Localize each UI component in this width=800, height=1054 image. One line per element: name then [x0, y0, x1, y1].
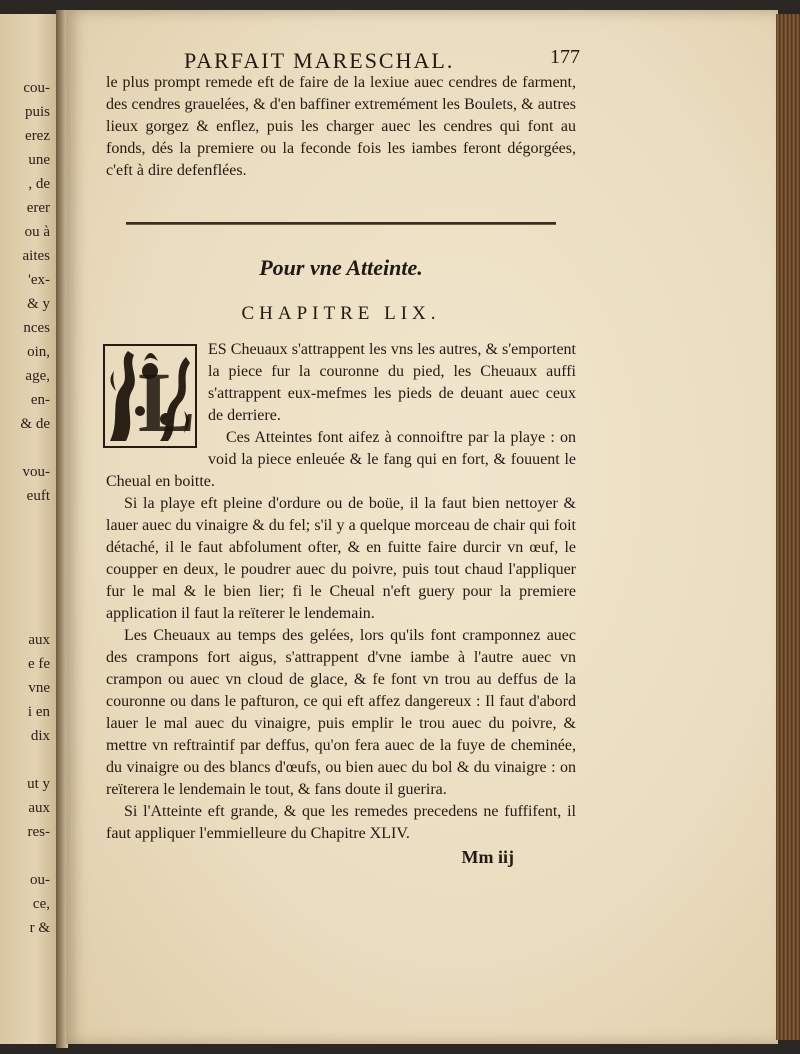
facing-page-line: euft	[26, 488, 50, 504]
facing-page-line: une	[28, 152, 50, 168]
facing-page-line: vne	[28, 680, 50, 696]
facing-page-line: res-	[27, 824, 50, 840]
chapter-heading: CHAPITRE LIX.	[241, 303, 441, 324]
facing-page-line: oin,	[27, 344, 50, 360]
facing-page-line: nces	[23, 320, 50, 336]
facing-page-line	[0, 580, 50, 604]
facing-page-line: cou-	[23, 80, 50, 96]
facing-page-line: erer	[26, 200, 50, 216]
paragraph: ES Cheuaux s'attrappent les vns les autres, & s'emportent la piece fur la couronne du pied, les Cheuaux auffi s'attrappent eux-mefmes les pieds de deuant auec ceux de derriere.	[208, 341, 576, 424]
facing-page-line	[0, 604, 50, 628]
facing-page-line: r &	[29, 920, 50, 936]
facing-page-line	[0, 508, 50, 532]
facing-page-line: aux	[28, 800, 50, 816]
running-head-title: PARFAIT MARESCHAL.	[184, 48, 455, 73]
facing-page-line: & de	[20, 416, 50, 432]
signature-mark: Mm iij	[461, 847, 514, 867]
facing-page-line: dix	[30, 728, 50, 744]
section-divider	[126, 222, 556, 225]
facing-page-line: aites	[22, 248, 50, 264]
facing-page-line: i en	[27, 704, 50, 720]
facing-page-line: & y	[27, 296, 50, 312]
paragraph: Ces Atteintes font aifez à connoiftre par la playe : on void la piece enleuée & le fang qui en fort, & fouuent le Cheual en boitte.	[106, 429, 576, 490]
facing-page-line: ou à	[24, 224, 50, 240]
facing-page-line: 'ex-	[28, 272, 50, 288]
facing-page-line	[0, 556, 50, 580]
facing-page-line	[0, 532, 50, 556]
paragraph: Les Cheuaux au temps des gelées, lors qu'ils font cramponnez auec des crampons fort aigus, s'attrappent d'vne iambe à l'autre auec vn crampon ou auec vn cloud de glace, & fe font vn trou au deffus de la couronne ou dans le pafturon, ce qui eft affez dangereux : Il faut d'abord lauer le mal auec du vinaigre, puis emplir le trou auec du poivre, & mettre vn reftraintif par deffus, qu'on fera auec de la fuye de cheminée, du vinaigre ou des blancs d'œufs, ou bien auec du bol & du vinaigre : on reïterera le lendemain le tout, & fans doute il guerira.	[106, 627, 576, 798]
ornamental-initial	[100, 341, 200, 451]
facing-page-line: ut y	[27, 776, 50, 792]
paragraph: Si l'Atteinte eft grande, & que les remedes precedens ne fuffifent, il faut appliquer l'emmielleure du Chapitre XLIV.	[106, 803, 576, 842]
drop-cap-letter: L	[138, 354, 196, 450]
page-edges	[776, 14, 800, 1040]
facing-page-line	[0, 436, 50, 460]
facing-page-line: ou-	[30, 872, 50, 888]
facing-page-line: ce,	[32, 896, 50, 912]
paragraph: Si la playe eft pleine d'ordure ou de boüe, il la faut bien nettoyer & lauer auec du vinaigre & du fel; s'il y a quelque morceau de chair qui foit détaché, il le faut abfolument ofter, & en fuitte faire durcir vn œuf, le coupper en deux, le poudrer auec du poivre, puis tout chaud l'appliquer fur le mal & le bien lier; fi le Cheual n'eft guery pour la premiere application il faut la reïterer le lendemain.	[106, 495, 576, 622]
facing-page-line: aux	[28, 632, 50, 648]
page-content	[106, 40, 580, 868]
facing-page-line: erez	[25, 128, 50, 144]
facing-page-line	[0, 844, 50, 868]
facing-page-line	[0, 748, 50, 772]
facing-page-line: age,	[25, 368, 50, 384]
section-title: Pour vne Atteinte.	[259, 255, 423, 280]
continued-paragraph: le plus prompt remede eft de faire de la lexiue auec cendres de farment, des cendres grauelées, & d'en baffiner extremément les Boulets, & autres lieux gorgez & enflez, puis les charger auec les cendres qui font au fonds, dés la premiere ou la feconde fois les iambes feront dégorgées, c'eft à dire defenflées.	[106, 74, 576, 179]
facing-page-line: e fe	[27, 656, 50, 672]
facing-page-line: en-	[30, 392, 50, 408]
facing-page-line: , de	[28, 176, 50, 192]
facing-page-line: vou-	[22, 464, 50, 480]
facing-page	[0, 14, 60, 1044]
page-number: 177	[550, 46, 580, 68]
chapter-body	[106, 339, 576, 845]
running-head	[106, 40, 580, 73]
facing-page-line: puis	[24, 104, 50, 120]
facing-page-text	[0, 76, 50, 940]
